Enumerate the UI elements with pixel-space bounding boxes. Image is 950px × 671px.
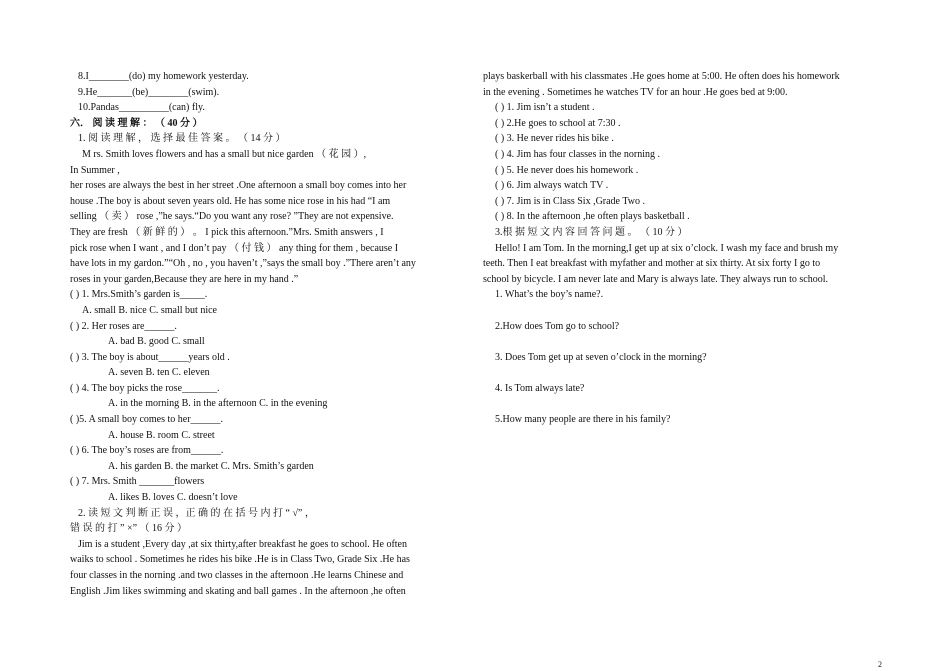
passage-3-line: school by bicycle. I am never late and Mary is always late. They always run to school. xyxy=(483,273,828,285)
tf-question-5: ( ) 5. He never does his homework . xyxy=(495,164,639,176)
answer-space xyxy=(483,396,879,412)
mc-question-4: ( ) 4. The boy picks the rose_______. xyxy=(70,382,220,394)
answer-space xyxy=(483,303,879,319)
part-2-title: 2. 读 短 文 判 断 正 误 ，正 确 的 在 括 号 内 打 “ √” ， xyxy=(78,507,315,519)
answer-space xyxy=(483,365,879,381)
mc-options-1: A. small B. nice C. small but nice xyxy=(82,304,217,316)
tf-question-4: ( ) 4. Jim has four classes in the norning . xyxy=(495,148,660,160)
section-6-title: 六． 阅 读 理 解 ： （ 40 分 ） xyxy=(70,117,203,129)
mc-question-3: ( ) 3. The boy is about______years old . xyxy=(70,351,230,363)
mc-question-7: ( ) 7. Mrs. Smith _______flowers xyxy=(70,476,205,488)
mc-options-3: A. seven B. ten C. eleven xyxy=(108,367,210,379)
passage-3-line: Hello! I am Tom. In the morning,I get up at six o’clock. I wash my face and brush my xyxy=(495,242,839,254)
passage-2-line: four classes in the norning .and two classes in the afternoon .He learns Chinese and xyxy=(70,570,404,581)
passage-1-line: have lots in my gardon.”“Oh , no , you haven’t ,”says the small boy .”There aren’t any xyxy=(70,258,416,270)
mc-question-1: ( ) 1. Mrs.Smith’s garden is_____. xyxy=(70,289,208,301)
part-3-title: 3.根 据 短 文 内 容 回 答 问 题 。 （ 10 分 ） xyxy=(495,226,688,238)
passage-1-line: pick rose when I want , and I don’t pay （ 付 钱 ） any thing for them , because I xyxy=(70,242,399,254)
mc-options-7: A. likes B. loves C. doesn’t love xyxy=(108,492,238,504)
mc-options-2: A. bad B. good C. small xyxy=(108,336,205,348)
answer-question-5: 5.How many people are there in his family? xyxy=(495,414,671,426)
answer-question-3: 3. Does Tom get up at seven o’clock in the morning? xyxy=(495,351,707,363)
mc-question-6: ( ) 6. The boy’s roses are from______. xyxy=(70,445,224,457)
passage-1-line: M rs. Smith loves flowers and has a small but nice garden （ 花 园 ）, xyxy=(82,148,367,160)
tf-question-7: ( ) 7. Jim is in Class Six ,Grade Two . xyxy=(495,195,645,207)
answer-space xyxy=(483,334,879,350)
tf-question-1: ( ) 1. Jim isn’t a student . xyxy=(495,102,595,114)
tf-question-8: ( ) 8. In the afternoon ,he often plays basketball . xyxy=(495,211,690,223)
passage-1-line: They are fresh （ 新 鲜 的 ） 。 I pick this afternoon.”Mrs. Smith answers , I xyxy=(70,226,384,238)
fill-blank-10: 10.Pandas__________(can) fly. xyxy=(78,102,205,114)
answer-question-4: 4. Is Tom always late? xyxy=(495,382,585,394)
passage-2-line: in the evening . Sometimes he watches TV for an hour .He goes bed at 9:00. xyxy=(483,86,788,98)
passage-1-line: her roses are always the best in her street .One afternoon a small boy comes into her xyxy=(70,180,407,192)
passage-2-line: English .Jim likes swimming and skating and ball games . In the afternoon ,he often xyxy=(70,585,406,597)
passage-1-line: roses in your garden,Because they are here in my hand .” xyxy=(70,273,299,285)
passage-3-line: teeth. Then I eat breakfast with myfather and mother at six thirty. At six forty I go to xyxy=(483,258,821,270)
page-number: 2 xyxy=(878,660,882,669)
mc-options-6: A. his garden B. the market C. Mrs. Smith’s garden xyxy=(108,460,314,472)
mc-question-2: ( ) 2. Her roses are______. xyxy=(70,320,177,332)
tf-question-2: ( ) 2.He goes to school at 7:30 . xyxy=(495,117,621,129)
passage-1-line: In Summer , xyxy=(70,164,120,176)
passage-2-line: waiks to school . Sometimes he rides his bike .He is in Class Two, Grade Six .He has xyxy=(70,554,410,566)
part-2-title-cont: 错 误 的 打 ” ×” （ 16 分 ） xyxy=(70,523,188,535)
answer-question-2: 2.How does Tom go to school? xyxy=(495,320,620,332)
fill-blank-8: 8.I________(do) my homework yesterday. xyxy=(78,71,249,82)
fill-blank-9: 9.He_______(be)________(swim). xyxy=(78,86,220,98)
mc-options-4: A. in the morning B. in the afternoon C. in the evening xyxy=(108,398,328,410)
passage-2-line: plays baskerball with his classmates .He goes home at 5:00. He often does his homework xyxy=(483,71,840,82)
left-column xyxy=(70,69,462,599)
tf-question-3: ( ) 3. He never rides his bike . xyxy=(495,133,614,145)
right-column xyxy=(483,69,879,428)
answer-question-1: 1. What’s the boy’s name?. xyxy=(495,289,604,301)
mc-options-5: A. house B. room C. street xyxy=(108,429,215,441)
part-1-title: 1. 阅 读 理 解 ， 选 择 最 佳 答 案 。 （ 14 分 ） xyxy=(78,133,286,145)
mc-question-5: ( )5. A small boy comes to her______. xyxy=(70,414,224,426)
passage-1-line: house .The boy is about seven years old. He has some nice rose in his had “I am xyxy=(70,195,391,207)
passage-1-line: selling （ 卖 ） rose ,”he says.“Do you want any rose? ”They are not expensive. xyxy=(70,211,394,223)
passage-2-line: Jim is a student ,Every day ,at six thirty,after breakfast he goes to school. He often xyxy=(78,538,407,550)
tf-question-6: ( ) 6. Jim always watch TV . xyxy=(495,180,609,192)
